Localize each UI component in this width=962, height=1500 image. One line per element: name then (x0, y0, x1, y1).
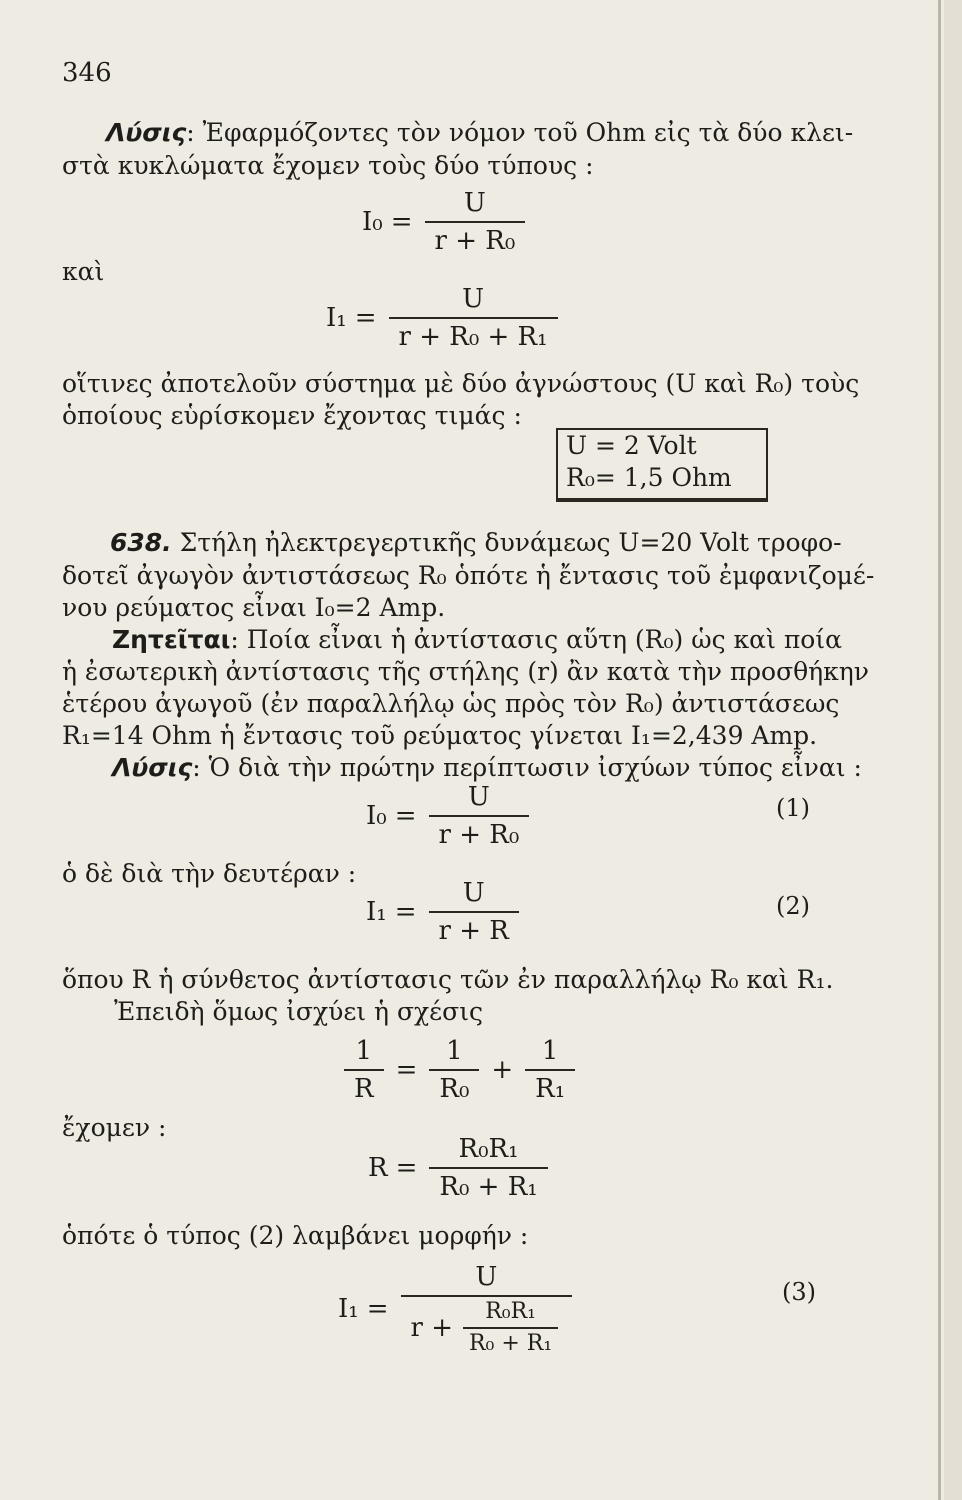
fraction: $\frac{1}{\text{R₀}}$ (429, 1036, 479, 1104)
fraction: $\frac{\text{R₀R₁}}{\text{R₀ + R₁}}$ (429, 1134, 547, 1202)
page-edge (938, 0, 941, 1500)
second-case-text: ὁ δὲ διὰ τὴν δευτέραν : (62, 859, 357, 888)
equation-tag-3: (3) (782, 1278, 816, 1306)
fraction: U r + $\frac{\text{R₀R₁}}{\text{R₀ + R₁}}$ (401, 1262, 573, 1356)
solution1-line4: ὁποίους εὑρίσκομεν ἔχοντας τιμάς : (62, 401, 522, 430)
problem-line6: ἑτέρου ἀγωγοῦ (ἐν παραλλήλῳ ὡς πρὸς τὸν R₀) ἀντιστάσεως (62, 689, 840, 718)
equation-i0-second: I₀ = $\frac{U}{\text{r + R₀}}$ (366, 782, 533, 850)
compound-denominator: r + $\frac{\text{R₀R₁}}{\text{R₀ + R₁}}$ (401, 1295, 573, 1356)
and-word: καὶ (62, 257, 105, 286)
problem-line3: νου ρεύματος εἶναι I₀=2 Amp. (62, 593, 446, 622)
equation-tag-2: (2) (776, 892, 810, 920)
equation-i1-first: I₁ = $\frac{U}{\text{r + R₀ + R₁}}$ (326, 284, 562, 352)
fraction: $\frac{U}{\text{r + R₀ + R₁}}$ (389, 284, 558, 352)
inner-fraction: $\frac{\text{R₀R₁}}{\text{R₀ + R₁}}$ (463, 1300, 558, 1356)
problem-line1: 638. Στήλη ἠλεκτρεγερτικῆς δυνάμεως U=20 Volt τροφο- (110, 528, 842, 557)
solution1-label: Λύσις (106, 118, 187, 147)
fraction: $\frac{1}{R}$ (344, 1036, 384, 1104)
problem-line7: R₁=14 Ohm ἡ ἔντασις τοῦ ρεύματος γίνεται I₁=2,439 Amp. (62, 721, 818, 750)
problem-line4: Ζητεῖται: Ποία εἶναι ἡ ἀντίστασις αὕτη (R₀) ὡς καὶ ποία (112, 625, 842, 654)
problem-line5: ἡ ἐσωτερικὴ ἀντίστασις τῆς στήλης (r) ἂν κατὰ τὴν προσθήκην (62, 657, 869, 686)
equation-i0-first: I₀ = $\frac{U}{\text{r + R₀}}$ (362, 188, 529, 256)
problem-line2: δοτεῖ ἀγωγὸν ἀντιστάσεως R₀ ὁπότε ἡ ἔντασις τοῦ ἐμφανιζομέ- (62, 561, 875, 590)
asked-label: Ζητεῖται (112, 625, 231, 654)
page-number: 346 (62, 58, 112, 88)
solution2-label: Λύσις (112, 753, 193, 782)
solution1-line3: οἵτινες ἀποτελοῦν σύστημα μὲ δύο ἀγνώστους (U καὶ R₀) τοὺς (62, 369, 860, 398)
equation-composite-resistance: R = $\frac{\text{R₀R₁}}{\text{R₀ + R₁}}$ (368, 1134, 552, 1202)
page-margin-strip (944, 0, 962, 1500)
equation-parallel-resistance: $\frac{1}{R}$ = $\frac{1}{\text{R₀}}$ + $\frac{1}{\text{R₁}}$ (340, 1036, 579, 1104)
fraction: $\frac{U}{r + R}$ (429, 878, 519, 946)
equation-tag-1: (1) (776, 794, 810, 822)
solution2-line2: ὅπου R ἡ σύνθετος ἀντίστασις τῶν ἐν παραλλήλῳ R₀ καὶ R₁. (62, 965, 834, 994)
fraction: $\frac{U}{\text{r + R₀}}$ (425, 188, 526, 256)
solution2-line3: Ἐπειδὴ ὅμως ἰσχύει ἡ σχέσις (114, 997, 483, 1026)
solution2-line1: Λύσις: Ὁ διὰ τὴν πρώτην περίπτωσιν ἰσχύων τύπος εἶναι : (112, 753, 862, 782)
have-word: ἔχομεν : (62, 1113, 167, 1142)
problem-number: 638. (110, 528, 172, 557)
equation-i1-final: I₁ = U r + $\frac{\text{R₀R₁}}{\text{R₀ + R₁}}$ (338, 1262, 576, 1356)
result-voltage: U = 2 Volt (566, 431, 697, 460)
solution2-line4: ὁπότε ὁ τύπος (2) λαμβάνει μορφήν : (62, 1221, 529, 1250)
fraction: $\frac{1}{\text{R₁}}$ (525, 1036, 575, 1104)
fraction: $\frac{U}{\text{r + R₀}}$ (429, 782, 530, 850)
result-resistance: R₀= 1,5 Ohm (566, 463, 732, 492)
solution1-line2: στὰ κυκλώματα ἔχομεν τοὺς δύο τύπους : (62, 151, 594, 180)
solution1-line1: Λύσις: Ἐφαρμόζοντες τὸν νόμον τοῦ Ohm εἰς τὰ δύο κλει- (106, 118, 854, 147)
result-box (556, 428, 768, 502)
equation-i1-second: I₁ = $\frac{U}{r + R}$ (366, 878, 523, 946)
